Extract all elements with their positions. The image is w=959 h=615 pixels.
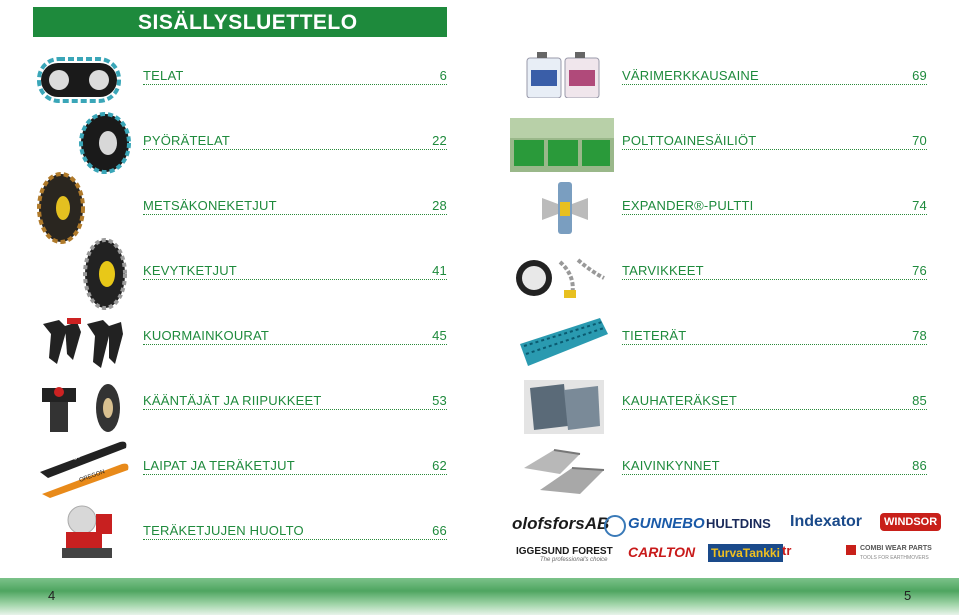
combi-emblem-icon (846, 545, 856, 555)
toc-entry-page: 85 (912, 393, 927, 408)
toc-entry-kauhateraksat[interactable] (622, 392, 927, 410)
toc-entry-label: KAIVINKYNNET (622, 458, 720, 473)
toc-entry-page: 74 (912, 198, 927, 213)
accessories-image (512, 252, 612, 300)
toc-entry-metsakoneketjut[interactable] (143, 197, 447, 215)
toc-title: SISÄLLYSLUETTELO (33, 7, 447, 37)
toc-entry-kuormainkourat[interactable] (143, 327, 447, 345)
bar-label-top: 87 (72, 452, 83, 462)
toc-entry-label: KUORMAINKOURAT (143, 328, 270, 343)
toc-entry-expander[interactable] (622, 197, 927, 215)
toc-entry-laipat[interactable] (143, 457, 447, 475)
excavator-teeth-image (520, 440, 608, 498)
toc-entry-label: KÄÄNTÄJÄT JA RIIPUKKEET (143, 393, 322, 408)
toc-entry-kevytketjut[interactable] (143, 262, 447, 280)
olofsfors-logo: olofsforsAB (512, 514, 610, 533)
wheel-track-image (78, 112, 133, 174)
toc-entry-label: METSÄKONEKETJUT (143, 198, 277, 213)
toc-entry-tarvikkeet[interactable] (622, 262, 927, 280)
toc-entry-label: EXPANDER®-PULTTI (622, 198, 754, 213)
iggesund-tagline: The professional's choice (540, 557, 608, 563)
track-wheels-image (37, 49, 121, 107)
bucket-steel-image (524, 380, 604, 434)
marking-paint-canisters-image (525, 50, 603, 98)
toc-entry-page: 70 (912, 133, 927, 148)
toc-entry-label: TELAT (143, 68, 184, 83)
road-blade-image (516, 314, 610, 368)
toc-entry-page: 78 (912, 328, 927, 343)
toc-entry-label: KEVYTKETJUT (143, 263, 237, 278)
toc-entry-pyoratelat[interactable] (143, 132, 447, 150)
toc-entry-page: 86 (912, 458, 927, 473)
toc-entry-label: TARVIKKEET (622, 263, 704, 278)
toc-entry-page: 53 (432, 393, 447, 408)
toc-entry-page: 62 (432, 458, 447, 473)
gunnebo-emblem-icon (604, 515, 626, 537)
toc-entry-label: TIETERÄT (622, 328, 687, 343)
toc-entry-label: VÄRIMERKKAUSAINE (622, 68, 759, 83)
windsor-logo: WINDSOR (880, 513, 941, 531)
toc-entry-page: 28 (432, 198, 447, 213)
toc-entry-label: KAUHATERÄKSET (622, 393, 738, 408)
toc-entry-page: 22 (432, 133, 447, 148)
tr-logo: tr (782, 543, 792, 558)
toc-entry-kaivinkynnet[interactable] (622, 457, 927, 475)
toc-entry-teraketjujen-huolto[interactable] (143, 522, 447, 540)
combi-logo: COMBI WEAR PARTS (860, 545, 932, 552)
chain-sharpener-image (56, 502, 118, 564)
toc-entry-label: POLTTOAINESÄILIÖT (622, 133, 757, 148)
toc-entry-page: 41 (432, 263, 447, 278)
iggesund-logo: IGGESUND FOREST (516, 546, 613, 557)
toc-entry-tieterat[interactable] (622, 327, 927, 345)
footer-band (0, 578, 959, 615)
guide-bars-image (36, 438, 130, 498)
toc-entry-polttoainesailiot[interactable] (622, 132, 927, 150)
hultdins-logo: HULTDINS (706, 516, 771, 531)
rotator-image (36, 378, 126, 436)
toc-entry-label: LAIPAT JA TERÄKETJUT (143, 458, 295, 473)
right-page-number: 5 (904, 588, 912, 603)
bar-label-bottom: OREGON (78, 469, 106, 484)
fuel-tanks-image (510, 118, 614, 172)
toc-entry-page: 45 (432, 328, 447, 343)
left-page-number: 4 (48, 588, 56, 603)
toc-entry-varimerkkausaine[interactable] (622, 67, 927, 85)
grapple-image (37, 314, 125, 372)
toc-entry-kaantajat[interactable] (143, 392, 447, 410)
combi-tagline: TOOLS FOR EARTHMOVERS (860, 555, 929, 561)
carlton-logo: CARLTON (628, 544, 696, 560)
toc-entry-label: PYÖRÄTELAT (143, 133, 231, 148)
toc-entry-label: TERÄKETJUJEN HUOLTO (143, 523, 304, 538)
toc-entry-telat[interactable] (143, 67, 447, 85)
expander-bolt-image (540, 180, 590, 236)
turvatankki-logo: TurvaTankki (708, 544, 783, 562)
toc-entry-page: 76 (912, 263, 927, 278)
toc-entry-page: 6 (439, 68, 447, 83)
indexator-logo: Indexator (790, 513, 863, 530)
toc-entry-page: 69 (912, 68, 927, 83)
light-chain-image (82, 237, 128, 311)
gunnebo-logo: GUNNEBO (628, 515, 705, 532)
forest-machine-chain-image (36, 172, 86, 244)
toc-entry-page: 66 (432, 523, 447, 538)
